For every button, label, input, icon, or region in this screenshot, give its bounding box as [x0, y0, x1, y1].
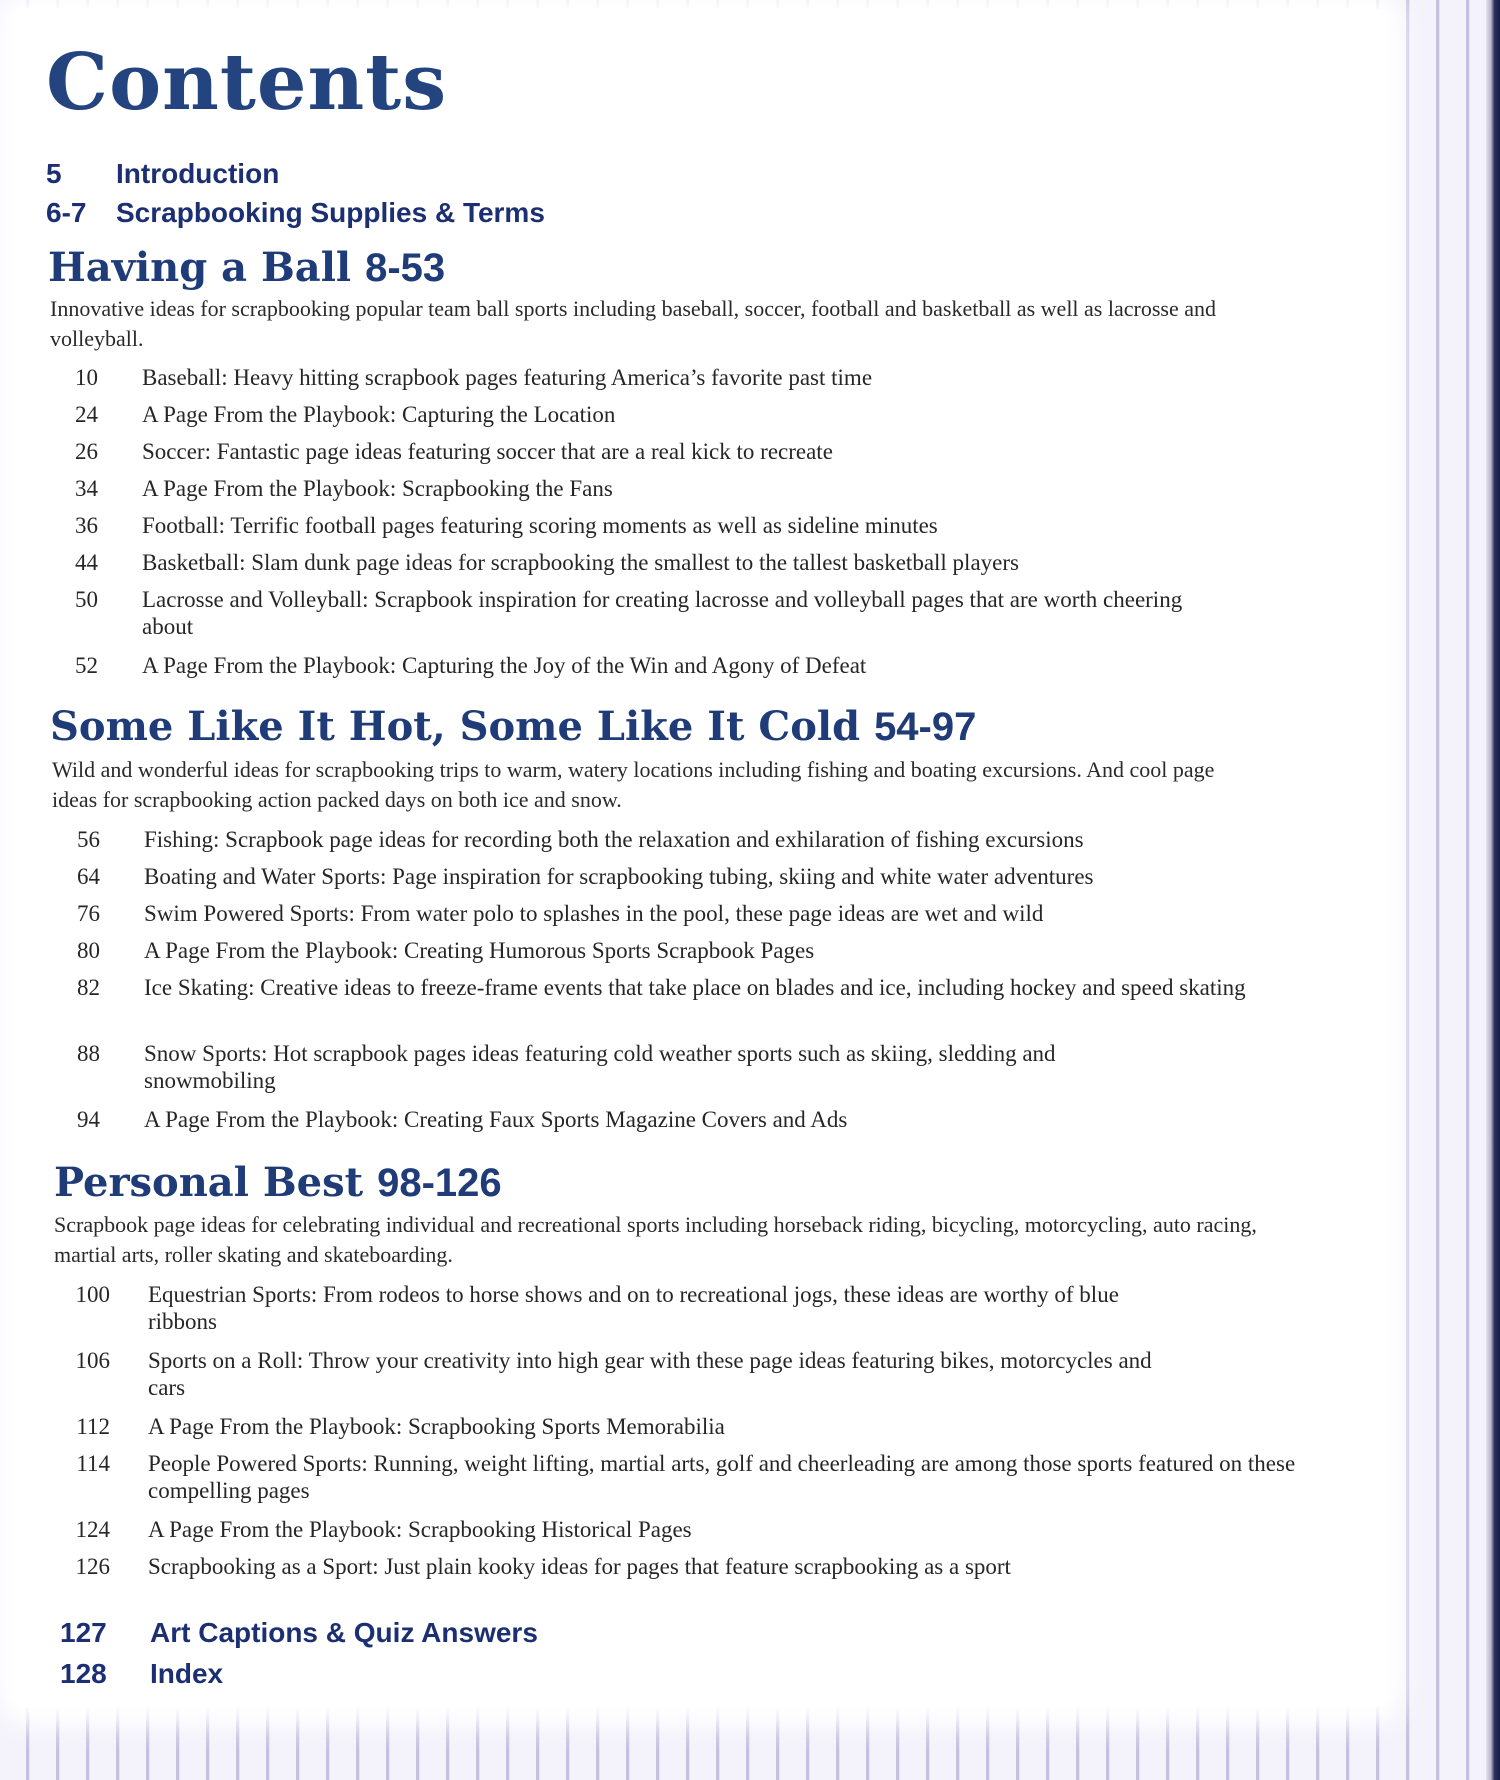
page-title: Contents [46, 37, 448, 128]
section-heading [50, 703, 977, 750]
toc-entry-page: 24 [75, 402, 98, 427]
toc-entry-page: 114 [76, 1451, 110, 1476]
toc-entry-introduction [46, 158, 280, 189]
toc-entry-page: 124 [75, 1517, 110, 1542]
section-title: Some Like It Hot, Some Like It Cold [50, 703, 861, 750]
section-page-range: 98-126 [377, 1161, 502, 1205]
toc-entry-text: A Page From the Playbook: Capturing the Location [142, 402, 616, 427]
toc-entry-page: 128 [60, 1658, 107, 1689]
toc-entry-text: Equestrian Sports: From rodeos to horse shows and on to recreational jogs, these ideas are worthy of blue ribbons [148, 1282, 1119, 1334]
toc-entry-page: 56 [77, 827, 100, 852]
toc-entry-page: 26 [75, 439, 98, 464]
toc-entry-text: Lacrosse and Volleyball: Scrapbook inspiration for creating lacrosse and volleyball pages that are worth cheering about [142, 587, 1183, 639]
section-title: Personal Best [54, 1159, 364, 1206]
toc-entry-page: 82 [77, 975, 100, 1000]
section-heading [48, 244, 446, 291]
toc-entry-page: 94 [77, 1107, 100, 1132]
toc-entry-text: A Page From the Playbook: Creating Faux Sports Magazine Covers and Ads [144, 1107, 848, 1132]
section-description: Wild and wonderful ideas for scrapbooking trips to warm, watery locations including fishing and boating excursions. And cool page ideas for scrapbooking action packed days on both ice and snow. [52, 757, 1215, 812]
toc-entry-page: 6-7 [46, 197, 87, 228]
toc-entry-page: 10 [75, 365, 98, 390]
section-page-range: 8-53 [365, 246, 446, 290]
toc-entry-page: 80 [77, 938, 100, 963]
toc-entry-page: 112 [76, 1414, 110, 1439]
toc-entry-page: 50 [75, 587, 98, 612]
toc-entry-text: Soccer: Fantastic page ideas featuring soccer that are a real kick to recreate [142, 439, 833, 464]
toc-entry-page: 127 [60, 1617, 107, 1648]
toc-entry-page: 36 [75, 513, 98, 538]
toc-entry-text: Baseball: Heavy hitting scrapbook pages featuring America’s favorite past time [142, 365, 873, 390]
toc-entry-page: 52 [75, 653, 98, 678]
toc-entry-page: 64 [77, 864, 100, 889]
toc-entry-page: 100 [75, 1282, 110, 1307]
toc-entry-text: Boating and Water Sports: Page inspiration for scrapbooking tubing, skiing and white water adventures [144, 864, 1094, 889]
toc-entry-page: 106 [75, 1348, 110, 1373]
toc-entry-page: 44 [75, 550, 98, 575]
toc-entry-art-captions [60, 1617, 538, 1648]
toc-entry-text: Swim Powered Sports: From water polo to splashes in the pool, these page ideas are wet and wild [144, 901, 1044, 926]
section-title: Having a Ball [48, 244, 352, 291]
toc-entry-page: 76 [77, 901, 100, 926]
toc-entry-label: Introduction [116, 158, 280, 189]
toc-entry-text: Fishing: Scrapbook page ideas for recording both the relaxation and exhilaration of fishing excursions [144, 827, 1084, 852]
section-page-range: 54-97 [874, 705, 977, 749]
toc-entry-index [60, 1658, 224, 1689]
toc-entry-text: People Powered Sports: Running, weight lifting, martial arts, golf and cheerleading are among those sports featured on these compelling pages [148, 1451, 1296, 1503]
toc-entry-text: A Page From the Playbook: Creating Humorous Sports Scrapbook Pages [144, 938, 815, 963]
toc-entry-text: Scrapbooking as a Sport: Just plain kooky ideas for pages that feature scrapbooking as a sport [148, 1554, 1011, 1579]
toc-entry-label: Art Captions & Quiz Answers [150, 1617, 538, 1648]
toc-entry-text: Snow Sports: Hot scrapbook pages ideas featuring cold weather sports such as skiing, sledding and snowmobiling [144, 1041, 1056, 1093]
toc-entry-label: Scrapbooking Supplies & Terms [116, 197, 545, 228]
toc-entry-label: Index [150, 1658, 224, 1689]
toc-entry-text: Basketball: Slam dunk page ideas for scrapbooking the smallest to the tallest basketball players [142, 550, 1019, 575]
toc-entry-text: Football: Terrific football pages featuring scoring moments as well as sideline minutes [142, 513, 938, 538]
toc-entry-text: A Page From the Playbook: Capturing the Joy of the Win and Agony of Defeat [142, 653, 867, 678]
toc-entry-text: Ice Skating: Creative ideas to freeze-frame events that take place on blades and ice, including hockey and speed skating [144, 975, 1246, 1000]
section-description: Innovative ideas for scrapbooking popular team ball sports including baseball, soccer, football and basketball as well as lacrosse and volleyball. [50, 296, 1216, 351]
toc-entry-page: 5 [46, 158, 62, 189]
toc-entry-page: 88 [77, 1041, 100, 1066]
book-spine-edge [1486, 0, 1500, 1780]
section-heading [54, 1159, 502, 1206]
toc-entry-page: 126 [75, 1554, 110, 1579]
toc-entry-text: A Page From the Playbook: Scrapbooking Historical Pages [148, 1517, 692, 1542]
toc-entry-text: Sports on a Roll: Throw your creativity into high gear with these page ideas featuring bikes, motorcycles and cars [148, 1348, 1152, 1400]
toc-entry-text: A Page From the Playbook: Scrapbooking Sports Memorabilia [148, 1414, 725, 1439]
section-description: Scrapbook page ideas for celebrating individual and recreational sports including horseback riding, bicycling, motorcycling, auto racing, martial arts, roller skating and skateboarding. [54, 1212, 1257, 1267]
toc-entry-page: 34 [75, 476, 98, 501]
toc-entry-supplies [46, 197, 545, 228]
toc-entry-text: A Page From the Playbook: Scrapbooking the Fans [142, 476, 613, 501]
